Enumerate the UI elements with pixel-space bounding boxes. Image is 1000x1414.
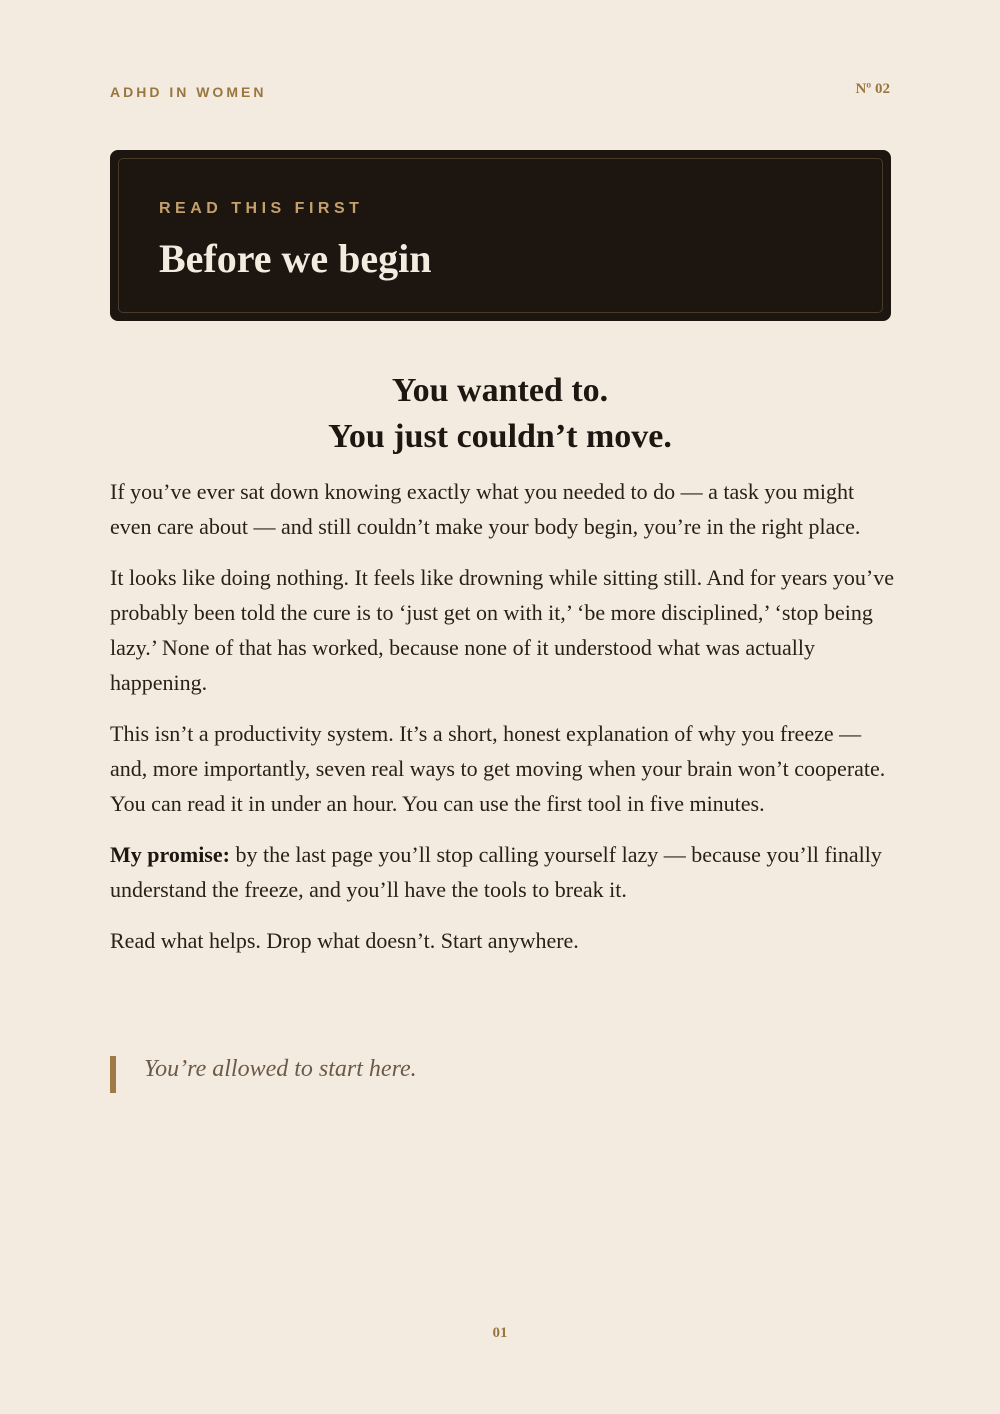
body-paragraph-3: This isn’t a productivity system. It’s a short, honest explanation of why you freeze — and, more importantly, seven real ways to get moving when your brain won’t cooperate. You can read it in under an hour. You can use the first tool in five minutes. — [110, 721, 886, 816]
page-number: 01 — [492, 1325, 508, 1341]
title-card-frame — [118, 158, 883, 313]
issue-number: Nº 02 — [855, 81, 890, 97]
title-card — [110, 150, 891, 321]
section-eyebrow: READ THIS FIRST — [159, 200, 364, 217]
body-paragraph-5: Read what helps. Drop what doesn’t. Start anywhere. — [110, 928, 579, 953]
running-head: ADHD IN WOMEN — [110, 84, 267, 100]
promise-paragraph — [110, 837, 900, 907]
headline — [110, 368, 890, 460]
promise-text: by the last page you’ll stop calling yourself lazy — because you’ll finally understand the freeze, and you’ll have the tools to break it. — [110, 842, 882, 902]
body-paragraph-1: If you’ve ever sat down knowing exactly what you needed to do — a task you might even care about — and still couldn’t make your body begin, you’re in the right place. — [110, 479, 861, 539]
section-title: Before we begin — [159, 236, 432, 281]
pull-quote-text: You’re allowed to start here. — [144, 1056, 417, 1082]
headline-line-2: You just couldn’t move. — [328, 418, 672, 455]
body-text — [110, 474, 900, 974]
headline-line-1: You wanted to. — [391, 372, 609, 409]
body-paragraph-2: It looks like doing nothing. It feels like drowning while sitting still. And for years you’ve probably been told the cure is to ‘just get on with it,’ ‘be more disciplined,’ ‘stop being lazy.’ None of that has worked, because none of it understood what was actually happening. — [110, 565, 894, 695]
promise-label: My promise: — [110, 842, 230, 867]
pull-quote — [110, 1056, 710, 1093]
